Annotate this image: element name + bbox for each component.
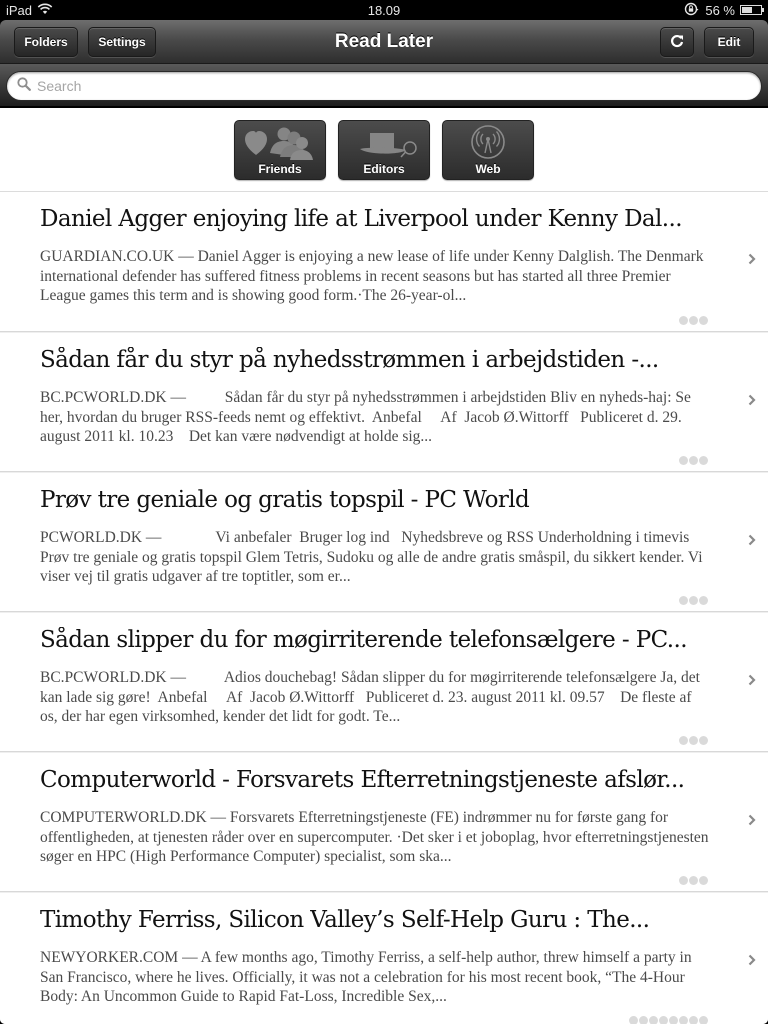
web-button[interactable] (442, 120, 534, 180)
chevron-right-icon (746, 671, 758, 689)
article-row[interactable] (0, 612, 768, 752)
source-filter-bar (0, 108, 768, 192)
article-summary: PCWORLD.DK — Vi anbefaler Bruger log ind Nyhedsbreve og RSS Underholdning i timevis Prøv tre geniale og gratis topspil Glem Tetris, Sudoku og alle de andre gratis småspil, du sikkert kender. Vi viser vej til gratis udgaver af tre toptitler, som er... (40, 529, 707, 585)
page-title: Read Later (334, 31, 434, 52)
article-summary: GUARDIAN.CO.UK — Daniel Agger is enjoying a new lease of life under Kenny Dalglish. The Denmark international defender has suffered fitness problems in recent seasons but has started all three Premier League games this term and is showing good form.·The 26-year-ol... (40, 248, 704, 304)
chevron-right-icon (746, 391, 758, 409)
search-icon (17, 77, 31, 96)
settings-button[interactable]: Settings (88, 27, 156, 57)
page-dots (679, 316, 708, 325)
rotation-lock-icon (684, 2, 700, 19)
page-dots (679, 596, 708, 605)
page-dots (679, 876, 708, 885)
friends-heart-icon (235, 125, 325, 161)
status-right (684, 2, 762, 19)
folders-button[interactable]: Folders (14, 27, 78, 57)
article-title: Computerworld - Forsvarets Efterretningstjeneste afslør... (40, 767, 685, 793)
article-row[interactable] (0, 472, 768, 612)
editors-hat-icon (339, 125, 429, 161)
battery-percent: 56 % (705, 2, 735, 18)
status-time: 18.09 (367, 2, 401, 18)
article-summary: NEWYORKER.COM — A few months ago, Timothy Ferriss, a self-help author, threw himself a party in San Francisco, where he lives. Officially, it was not a celebration for his most recent book, “The 4-Hour Body: An Uncommon Guide to Rapid Fat-Loss, Incredible Sex,... (40, 949, 692, 1005)
editors-label: Editors (363, 162, 405, 176)
content-area (0, 108, 768, 1024)
device-name: iPad (6, 2, 33, 18)
refresh-icon (669, 33, 685, 52)
edit-button[interactable]: Edit (704, 27, 754, 57)
article-row[interactable] (0, 892, 768, 1024)
article-title: Prøv tre geniale og gratis topspil - PC World (40, 487, 530, 513)
web-antenna-icon (443, 125, 533, 161)
refresh-button[interactable] (660, 27, 694, 57)
chevron-right-icon (746, 811, 758, 829)
article-title: Daniel Agger enjoying life at Liverpool under Kenny Dal... (40, 206, 682, 232)
editors-button[interactable] (338, 120, 430, 180)
article-title: Sådan slipper du for møgirriterende telefonsælgere - PC... (40, 627, 687, 653)
status-bar (0, 0, 768, 20)
page-dots (629, 1016, 708, 1024)
article-summary: COMPUTERWORLD.DK — Forsvarets Efterretningstjeneste (FE) indrømmer nu for første gang for offentligheden, at tjenesten råder over en supercomputer. ·Det sker i et joboplag, hvor efterretningstjenesten søger en HPC (High Performance Computer) specialist, som ska... (40, 809, 709, 865)
friends-button[interactable] (234, 120, 326, 180)
article-row[interactable] (0, 752, 768, 892)
navigation-bar (0, 20, 768, 64)
article-title: Timothy Ferriss, Silicon Valley’s Self-Help Guru : The... (40, 907, 650, 933)
article-summary: BC.PCWORLD.DK — Sådan får du styr på nyhedsstrømmen i arbejdstiden Bliv en nyheds-haj: Se her, hvordan du bruger RSS-feeds nemt og effektivt. Anbefal Af Jacob Ø.Wittorff Publiceret d. 29. august 2011 kl. 10.23 Det kan være nødvendigt at holde sig... (40, 389, 695, 445)
page-dots (679, 456, 708, 465)
article-summary: BC.PCWORLD.DK — Adios douchebag! Sådan slipper du for møgirriterende telefonsælgere Ja, det kan lade sig gøre! Anbefal Af Jacob Ø.Wittorff Publiceret d. 23. august 2011 kl. 09.57 De fleste af os, der har egen virksomhed, kender det lidt for godt. Te... (40, 669, 704, 725)
article-row[interactable] (0, 192, 768, 332)
wifi-icon (37, 3, 53, 18)
search-input[interactable] (37, 78, 761, 94)
battery-icon (740, 5, 762, 15)
article-title: Sådan får du styr på nyhedsstrømmen i arbejdstiden -... (40, 347, 659, 373)
status-left (6, 3, 53, 18)
chevron-right-icon (746, 531, 758, 549)
search-field[interactable] (6, 71, 762, 101)
web-label: Web (475, 162, 501, 176)
article-row[interactable] (0, 332, 768, 472)
friends-label: Friends (258, 162, 302, 176)
page-dots (679, 736, 708, 745)
chevron-right-icon (746, 951, 758, 969)
search-bar (0, 64, 768, 108)
chevron-right-icon (746, 250, 758, 268)
